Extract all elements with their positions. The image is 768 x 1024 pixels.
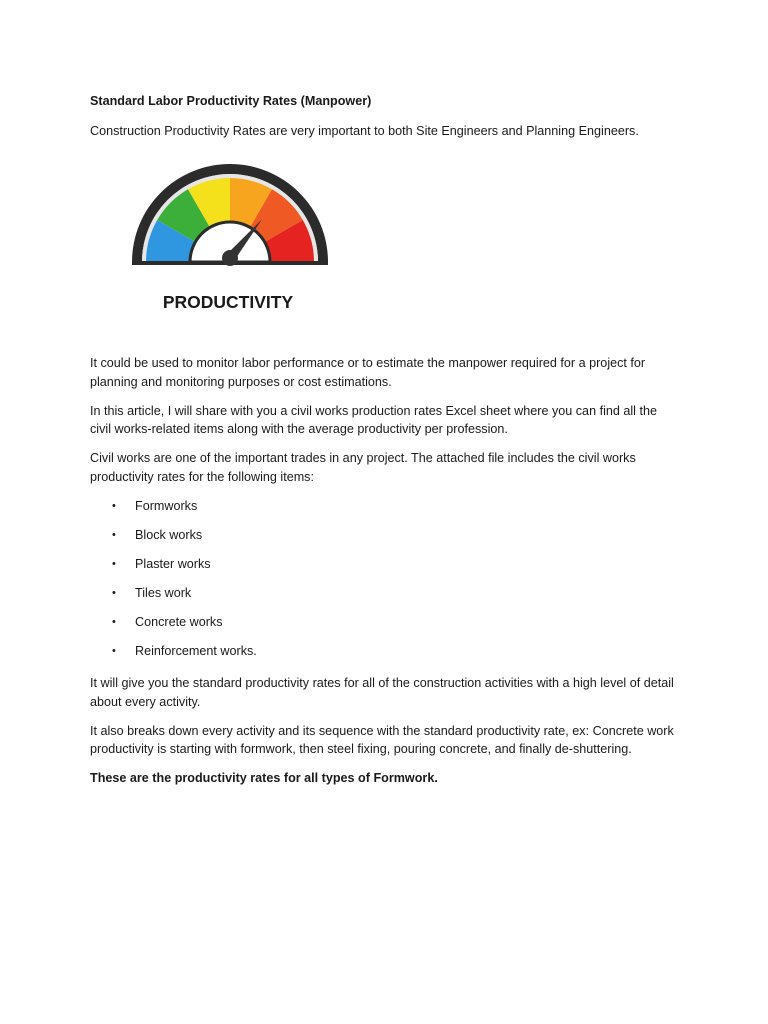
list-item <box>90 613 680 642</box>
bullet-icon: • <box>112 557 116 570</box>
list-item-label: Block works <box>135 527 203 542</box>
closing-heading: These are the productivity rates for all types of Formwork. <box>90 771 438 785</box>
document-page <box>90 92 680 798</box>
list-item <box>90 555 680 584</box>
gauge-needle-pivot <box>222 250 238 266</box>
list-item-label: Plaster works <box>135 556 211 571</box>
bullet-icon: • <box>112 586 116 599</box>
bullet-icon: • <box>112 644 116 657</box>
bullet-icon: • <box>112 528 116 541</box>
list-item <box>90 642 680 664</box>
intro-paragraph: Construction Productivity Rates are very important to both Site Engineers and Planning Engineers. <box>90 123 639 138</box>
bullet-icon: • <box>112 615 116 628</box>
paragraph-1: It could be used to monitor labor performance or to estimate the manpower required for a project for planning and monitoring purposes or cost estimations. <box>90 356 646 389</box>
list-item <box>90 526 680 555</box>
list-item <box>90 584 680 613</box>
list-item <box>90 497 680 526</box>
bullet-icon: • <box>112 499 116 512</box>
gauge-label: PRODUCTIVITY <box>162 292 294 312</box>
list-item-label: Concrete works <box>135 614 223 629</box>
paragraph-2: In this article, I will share with you a civil works production rates Excel sheet where you can find all the civil works-related items along with the average productivity per profession. <box>90 403 657 436</box>
items-list <box>90 497 680 664</box>
list-item-label: Tiles work <box>135 585 192 600</box>
paragraph-3: Civil works are one of the important trades in any project. The attached file includes the civil works productivity rates for the following items: <box>90 451 636 484</box>
list-item-label: Reinforcement works. <box>135 643 257 658</box>
list-item-label: Formworks <box>135 498 198 513</box>
productivity-gauge-image <box>90 164 370 324</box>
document-title: Standard Labor Productivity Rates (Manpower) <box>90 94 372 108</box>
paragraph-5: It also breaks down every activity and its sequence with the standard productivity rate, ex: Concrete work productivity is starting with formwork, then steel fixing, pouring concrete, and finally de-shuttering. <box>90 723 674 756</box>
paragraph-4: It will give you the standard productivity rates for all of the construction activities with a high level of detail about every activity. <box>90 676 674 709</box>
gauge-graphic <box>90 164 370 324</box>
